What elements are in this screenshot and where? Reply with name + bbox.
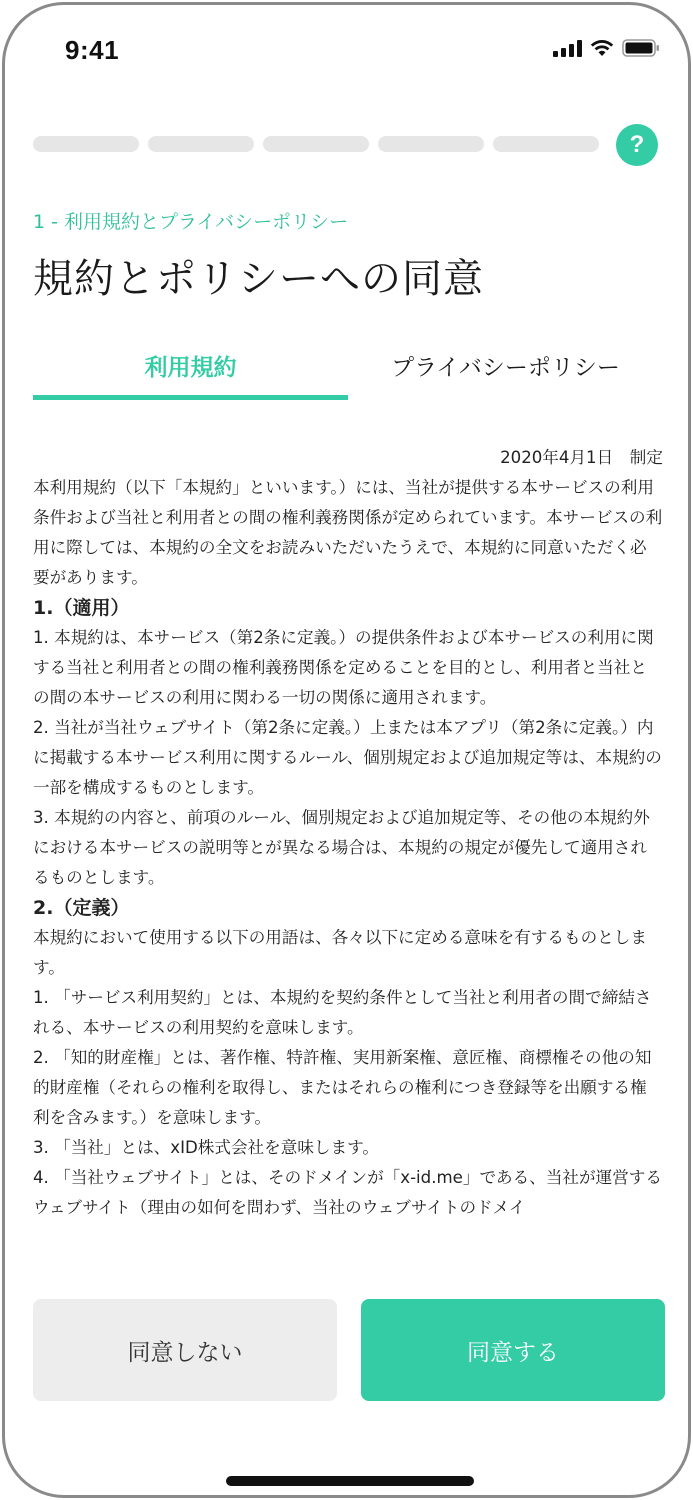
terms-content[interactable] [33, 443, 663, 1217]
progress-step [263, 136, 369, 152]
progress-steps [33, 136, 599, 152]
tab-bar [33, 335, 663, 401]
tab-privacy-policy[interactable]: プライバシーポリシー [391, 354, 620, 381]
status-icons [553, 39, 660, 57]
progress-step [493, 136, 599, 152]
phone-frame [2, 2, 691, 1498]
section-paragraph: 2. 「知的財産権」とは、著作権、特許権、実用新案権、意匠権、商標権その他の知的財産権（それらの権利を取得し、またはそれらの権利につき登録等を出願する権利を含みます。）を意味します。 [33, 1048, 652, 1127]
section-label: 1 - 利用規約とプライバシーポリシー [33, 211, 349, 233]
progress-step [33, 136, 139, 152]
status-time: 9:41 [65, 35, 120, 65]
section-paragraph: 1. 本規約は、本サービス（第2条に定義。）の提供条件および本サービスの利用に関する当社と利用者との間の権利義務関係を定めることを目的とし、利用者と当社との間の本サービスの利用に関わる一切の関係に適用されます。 [33, 628, 654, 707]
section-heading: 1.（適用） [33, 597, 130, 619]
agree-button[interactable]: 同意する [361, 1299, 665, 1401]
help-icon: ? [629, 131, 645, 158]
active-tab-indicator [33, 395, 348, 400]
section-paragraph: 3. 「当社」とは、xID株式会社を意味します。 [33, 1138, 379, 1157]
decline-button[interactable]: 同意しない [33, 1299, 337, 1401]
home-indicator[interactable] [226, 1476, 474, 1486]
enactment-date: 2020年4月1日 制定 [500, 448, 663, 467]
page-title: 規約とポリシーへの同意 [33, 256, 484, 302]
section-paragraph: 2. 当社が当社ウェブサイト（第2条に定義。）上または本アプリ（第2条に定義。）内に掲載する本サービス利用に関するルール、個別規定および追加規定等は、本規約の一部を構成するものとします。 [33, 718, 662, 797]
section-paragraph: 1. 「サービス利用契約」とは、本規約を契約条件として当社と利用者の間で締結される、本サービスの利用契約を意味します。 [33, 988, 652, 1037]
tab-terms[interactable]: 利用規約 [144, 354, 237, 381]
terms-intro: 本利用規約（以下「本規約」といいます。）には、当社が提供する本サービスの利用条件および当社と利用者との間の権利義務関係が定められています。本サービスの利用に際しては、本規約の全文をお読みいただいたうえで、本規約に同意いただく必要があります。 [33, 478, 663, 587]
battery-icon [622, 39, 660, 57]
section-paragraph: 3. 本規約の内容と、前項のルール、個別規定および追加規定等、その他の本規約外における本サービスの説明等とが異なる場合は、本規約の規定が優先して適用されるものとします。 [33, 808, 650, 887]
progress-step [378, 136, 484, 152]
progress-step [148, 136, 254, 152]
signal-icon [553, 39, 582, 57]
wifi-icon [590, 39, 614, 57]
section-paragraph: 本規約において使用する以下の用語は、各々以下に定める意味を有するものとします。 [33, 928, 647, 977]
help-button[interactable] [616, 124, 658, 166]
section-heading: 2.（定義） [33, 897, 130, 919]
section-paragraph: 4. 「当社ウェブサイト」とは、そのドメインが「x-id.me」である、当社が運営するウェブサイト（理由の如何を問わず、当社のウェブサイトのドメイ [33, 1168, 662, 1217]
